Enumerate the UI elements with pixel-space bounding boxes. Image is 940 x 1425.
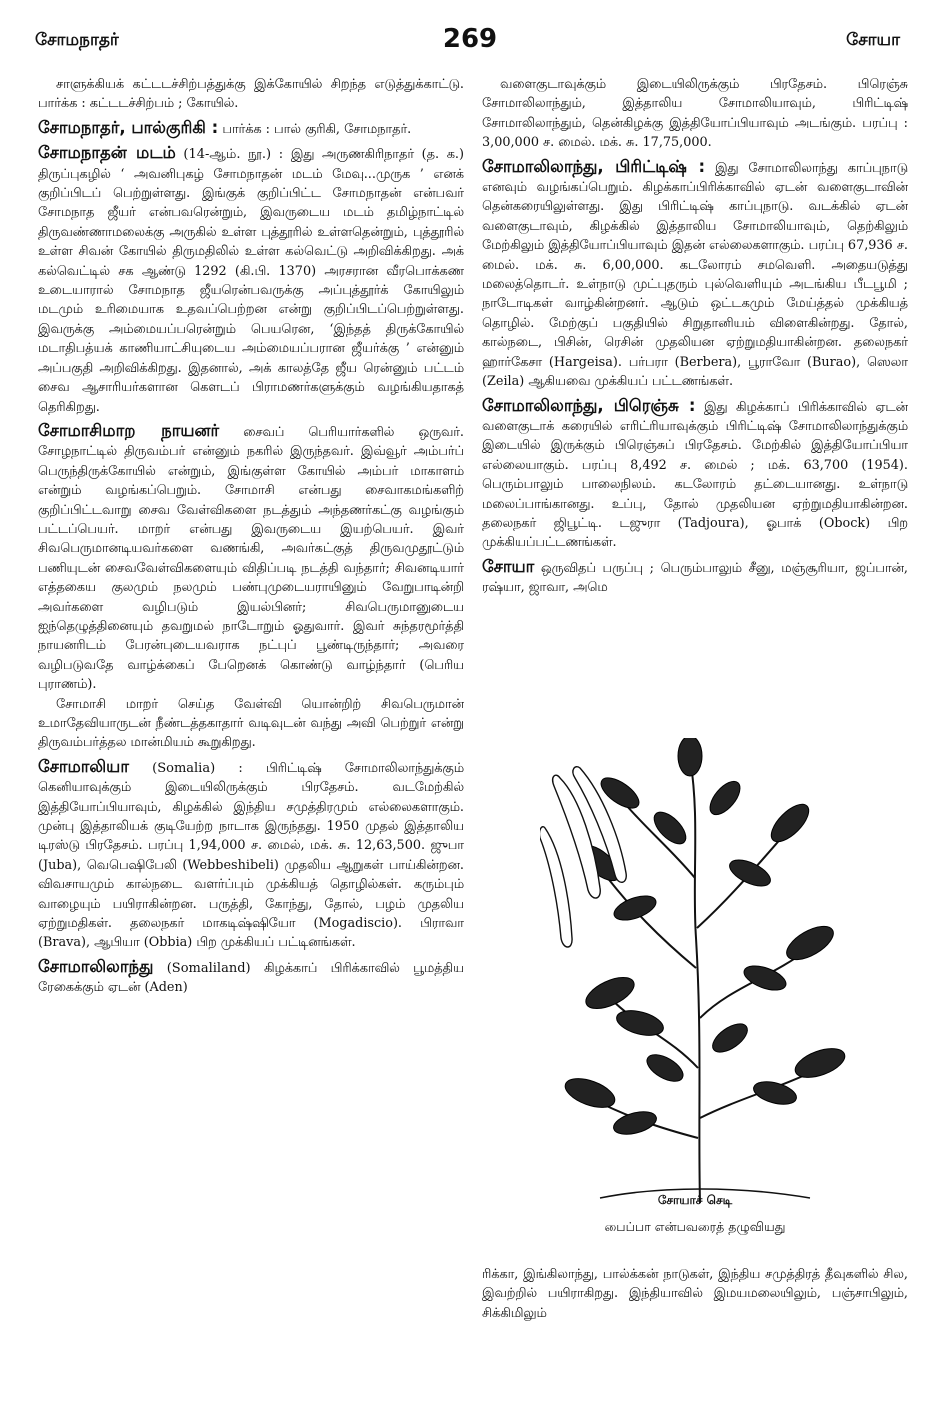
entry-headword: சோமநாதர், பால்குரிகி :: [38, 117, 219, 137]
paragraph-text: சோமாசி மாறர் செய்த வேள்வி யொன்றிற் சிவபெருமான் உமாதேவியாருடன் நீண்டத்தகாதார் வடிவுடன் வந்து அவி பெற்றுர் என்று திருவம்பர்த்தல மான்மியம் கூறுகிறது.: [38, 696, 464, 751]
dictionary-entry: [482, 396, 908, 553]
dictionary-entry: [482, 157, 908, 392]
entry-text: இது கிழக்காப் பிரிக்காவில் ஏடன் வளைகுடாக் கரையில் எரிட்ரியாவுக்கும் பிரிட்டிஷ் சோமாலிலாந்துக்கும் இடையில் இருக்கும் பிரெஞ்சுப் பிரதேசம். மேற்கில் இத்தியோப்பியா எல்லையாகும். பரப்பு 8,492 ச. மைல் ; மக். 63,700 (1954). பெரும்பாலும் பாலைநிலம். கடலோரம் தட்டையானது. உள்நாடு மலைப்பாங்கானது. உப்பு, தோல் முதலியன ஏற்றுமதியாகின்றன. தலைநகர் ஜிபூட்டி. டஜுரா (Tadjoura), ஓபாக் (Obock) பிற முக்கியப்பட்டணங்கள்.: [482, 399, 908, 551]
entry-headword: சோமநாதன் மடம்: [38, 143, 176, 163]
page-header: [0, 0, 940, 60]
dictionary-entry: [38, 421, 464, 695]
soya-plant-illustration: [540, 738, 860, 1208]
figure-title: சோயாச் செடி: [657, 1193, 733, 1207]
figure-caption: பைப்பா என்பவரைத் தழுவியது: [604, 1219, 786, 1234]
left-column: [38, 75, 464, 1415]
entry-text: ஒருவிதப் பருப்பு ; பெரும்பாலும் சீனு, மஞ்சூரியா, ஜப்பான், ரஷ்யா, ஜாவா, அமெ: [482, 560, 908, 596]
page-number: 269: [442, 24, 498, 54]
entry-text: பிரிட்டிஷ் சோமாலிலாந்துக்கும் கெனியாவுக்கும் இடையிலிருக்கும் பிரதேசம். வடமேற்கில் இத்தியோப்பியாவும், கிழக்கில் இந்திய சமுத்திரமும் எல்லைகளாகும். முன்பு இத்தாலியக் குடியேற்ற நாடாக இருந்தது. 1950 முதல் இத்தாலிய டிரஸ்டு பிரதேசம். பரப்பு 1,94,000 ச. மைல், மக். சு. 12,63,500. ஜுபா (Juba), வெபெஷிபேலி (Webbeshibeli) முதலிய ஆறுகள் பாய்கின்றன. விவசாயமும் கால்நடை வளர்ப்பும் முக்கியத் தொழில்கள். கரும்பும் வாழையும் பயிராகின்றன. பருத்தி, கோந்து, தோல், பழம் முதலிய ஏற்றுமதிகள். தலைநகர் மாகடிஷ்ஷியோ (Mogadiscio). பிராவா (Brava), ஆபியா (Obbia) பிற முக்கியப் பட்டினங்கள்.: [38, 760, 464, 951]
entry-text: சைவப் பெரியார்களில் ஒருவர். சோழநாட்டில் திருவம்பர் என்னும் நகரில் இருந்தவர். இவ்வூர் அம்பர்ப் பெருந்திருக்கோயில் என்றும், இங்குள்ள கோயில் அம்பர் மாகாளம் என்றும் வழங்கப்பெறும். சோமாசி என்பது சைவாகமங்களிற் குறிப்பிட்டவாறு சைவ வேள்விகளை நடத்தும் அந்தணர்கட்கு வழங்கும் பட்டப்பெயர். மாறர் என்பது இவருடைய இயற்பெயர். இவர் சிவபெருமானடியவர்களை வணங்கி, அவர்கட்குத் திருவமுதூட்டும் பணியுடன் சைவவேள்விகளையும் விதிப்படி நடத்தி வந்தார்; சிவனடியார் எத்தகைய குலமும் நலமும் பண்புமுடையராயினும் வேறுபாடின்றி அவர்களை வழிபடும் இயல்பினர்; சிவபெருமானுடைய ஐந்தெழுத்தினையும் தவறுமல் நாடோறும் ஓதுவார். இவர் சுந்தரமூர்த்தி நாயனரிடம் பேரன்புடையவராக நட்புப் பூண்டிருந்தார்; அவரை வழிபடுவதே வாழ்க்கைப் பேறெனக் கொண்டு வாழ்ந்தார் (பெரிய புராணம்).: [38, 424, 464, 693]
paragraph-text: வளைகுடாவுக்கும் இடையிலிருக்கும் பிரதேசம். பிரெஞ்சு சோமாலிலாந்தும், இத்தாலிய சோமாலியாவும், பிரிட்டிஷ் சோமாலிலாந்தும், தென்கிழக்கு இத்தியோப்பியாவும் அடங்கும். பரப்பு : 3,00,000 ச. மைல். மக். சு. 17,75,000.: [482, 77, 908, 151]
paragraph-text: ரிக்கா, இங்கிலாந்து, பால்க்கன் நாடுகள், இந்திய சமுத்திரத் தீவுகளில் சில, இவற்றில் பயிராகிறது. இந்தியாவில் இமயமலையிலும், பஞ்சாபிலும், சிக்கிமிலும்: [482, 1267, 908, 1321]
dictionary-entry: [38, 118, 464, 139]
entry-text: இது சோமாலிலாந்து காப்புநாடு எனவும் வழங்கப்பெறும். கிழக்காப்பிரிக்காவில் ஏடன் வளைகுடாவின் தென்கரையிலுள்ளது. இது பிரிட்டிஷ் காப்புநாடு. வடக்கில் ஏடன் வளைகுடாவும், கிழக்கில் இத்தாலிய சோமாலியாவும், தெற்கிலும் மேற்கிலும் இத்தியோப்பியாவும் இதன் எல்லைகளாகும். பரப்பு 67,936 ச. மைல். மக். சு. 6,00,000. கடலோரம் சமவெளி. அதையடுத்து மலைத்தொடர். உள்நாடு முட்புதரும் புல்வெளியும் அடங்கிய பீடபூமி ; நாடோடிகள் வாழ்கின்றனர். ஆடும் ஒட்டகமும் மேய்த்தல் முக்கியத் தொழில். மேற்குப் பகுதியில் சிறுதானியம் விளைகின்றது. தோல், கால்நடை, பிசின், ரெசின் முதலியன ஏற்றுமதியாகின்றன. தலைநகர் ஹார்கேசா (Hargeisa). பர்பரா (Berbera), பூராவோ (Burao), ஸெலா (Zeila) ஆகியவை முக்கியப் பட்டணங்கள்.: [482, 160, 908, 390]
paragraph-text: சாளுக்கியக் கட்டடச்சிற்பத்துக்கு இக்கோயில் சிறந்த எடுத்துக்காட்டு. பார்க்க : கட்டடச்சிற்பம் ; கோயில்.: [38, 77, 464, 112]
dictionary-entry: [38, 957, 464, 998]
entry-qualifier: (Somaliland): [166, 960, 251, 976]
entry-text: இது அருணகிரிநாதர் (த. க.) திருப்புகழில் ‘ அவனிபுகழ் சோமநாதன் மடம் மேவு...முருக ’ எனக் குறிப்பிடப் பெற்றுள்ளது. இங்குக் குறிப்பிட்ட சோமநாதன் என்பவர் சோமநாத ஜீயர் என்பவரென்றும், இவருடைய மடம் தமிழ்நாட்டில் திருவண்ணாமலைக்கு அருகில் உள்ள புத்தூரில் உள்ளதென்றும், புத்தூரில் உள்ள சிவன் கோயில் திருமதிலில் உள்ள கல்வெட்டு அறிவிக்கிறது. அக் கல்வெட்டில் சக ஆண்டு 1292 (கி.பி. 1370) அரசரான வீரபொக்கண உடையாரால் சோமநாத ஜீயரென்பவருக்கு அப்புத்தூர்க் கோயிலும் மடமும் உரிமையாக உதவப்பெற்றன என்று குறிப்பிடப்பெற்றுள்ளது. இவருக்கு அம்மையப்பரென்றும் பெயரென, ‘இந்தத் திருக்கோயில் மடாதிபத்யக் காணியாட்சியுடைய அம்மையப்பரான ஜீயர்க்கு ’ என்னும் அப்பகுதி அறிவிக்கிறது. இதனால், அக் காலத்தே ஜீய ரென்னும் பட்டம் சைவ ஆசாரியர்களான கௌடப் பிராமணர்களுக்கும் வழங்கியதாகத் தெரிகிறது.: [38, 147, 464, 415]
entry-headword: சோமாலியா: [38, 756, 129, 776]
entry-headword: சோமாலிலாந்து, பிரிட்டிஷ் :: [482, 156, 706, 176]
entry-headword: சோமாலிலாந்து: [38, 956, 154, 976]
entry-qualifier: (14-ஆம். நூ.) :: [183, 147, 284, 163]
running-head-left: சோமநாதர்: [35, 30, 119, 50]
entry-text: கிழக்காப் பிரிக்காவில் பூமத்திய ரேகைக்கும் ஏடன் (Aden): [38, 960, 464, 996]
entry-qualifier: (Somalia) :: [152, 760, 243, 776]
entry-text: பார்க்க : பால் குரிகி, சோமநாதர்.: [222, 121, 412, 137]
dictionary-entry: [38, 757, 464, 953]
entry-headword: சோமாசிமாற நாயனர்: [38, 420, 220, 440]
dictionary-entry: [482, 557, 908, 598]
right-column: [482, 75, 908, 715]
entry-headword: சோமாலிலாந்து, பிரெஞ்சு :: [482, 395, 696, 415]
dictionary-entry: [38, 143, 464, 417]
right-column-continued: [482, 1265, 908, 1415]
entry-headword: சோயா: [482, 556, 535, 576]
running-head-right: சோயா: [846, 30, 900, 50]
